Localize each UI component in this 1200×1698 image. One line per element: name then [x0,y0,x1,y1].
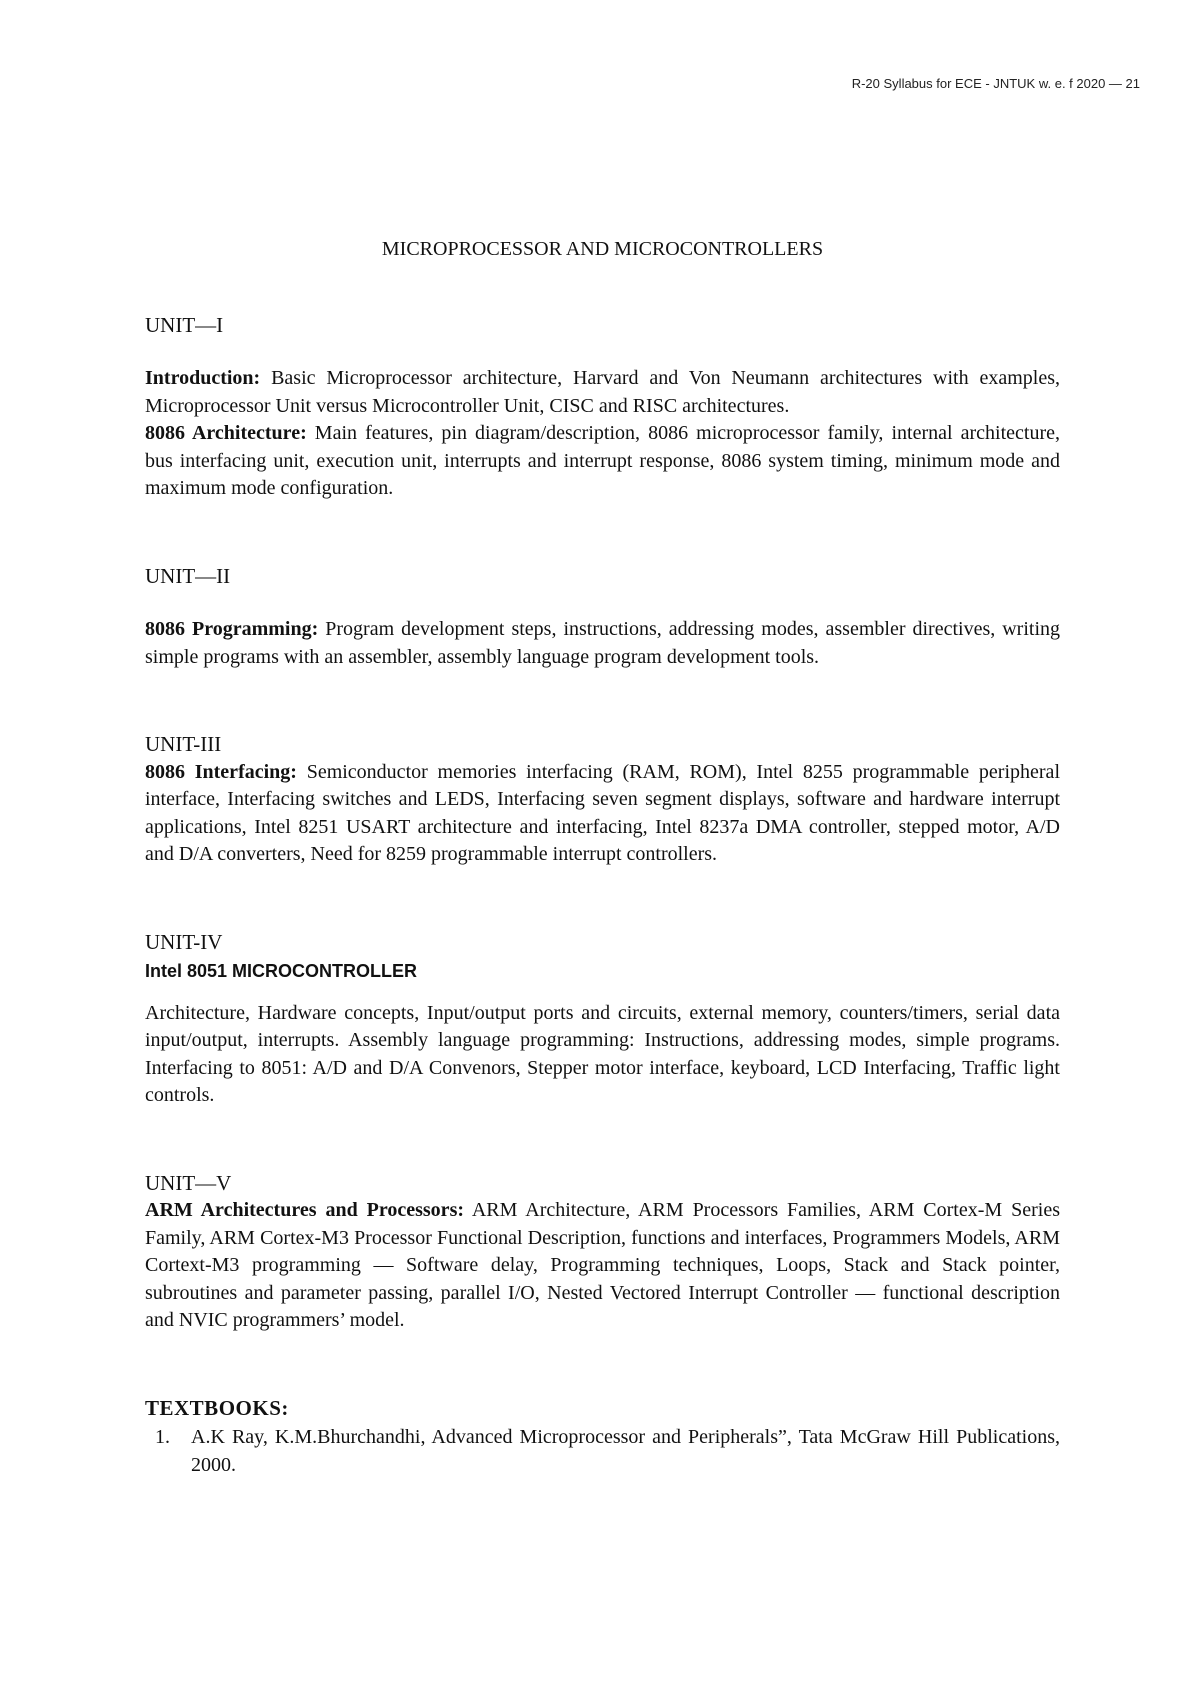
unit-heading: UNIT—V [145,1170,232,1195]
list-number: 1. [155,1426,170,1448]
unit-paragraph [145,1000,1060,1110]
unit-section [145,563,1060,672]
textbooks-heading: TEXTBOOKS: [145,1395,289,1420]
textbooks-list [145,1424,1060,1479]
syllabus-content [145,236,1060,1479]
unit-paragraph [145,420,1060,503]
topic-text: Architecture, Hardware concepts, Input/output ports and circuits, external memory, counters/timers, serial data input/output, interrupts. Assembly language programming: Instructions, addressing modes, simple programs. Interfacing to 8051: A/D and D/A Convenors, Stepper motor interface, keyboard, LCD Interfacing, Traffic light controls. [145,1001,1060,1106]
unit-section [145,312,1060,503]
list-item [145,1424,1060,1479]
unit-heading: UNIT-IV [145,929,223,954]
topic-text: Basic Microprocessor architecture, Harvard and Von Neumann architectures with examples, Microprocessor Unit versus Microcontroller Unit, CISC and RISC architectures. [145,367,1060,417]
topic-lead: ARM Architectures and Processors: [145,1199,465,1221]
textbook-citation: A.K Ray, K.M.Bhurchandhi, Advanced Microprocessor and Peripherals”, Tata McGraw Hill Publications, 2000. [191,1426,1060,1476]
unit-heading: UNIT—I [145,312,224,337]
topic-lead: 8086 Interfacing: [145,760,297,783]
unit-heading: UNIT—II [145,563,231,588]
topic-text: Program development steps, instructions, addressing modes, assembler directives, writing simple programs with an assembler, assembly language program development tools. [145,618,1061,668]
unit-section [145,1170,1060,1335]
running-header: R-20 Syllabus for ECE - JNTUK w. e. f 2020 — 21 [851,76,1140,91]
unit-section [145,731,1060,869]
textbooks-section [145,1395,1060,1480]
topic-lead: 8086 Programming: [145,618,319,640]
topic-text: Semiconductor memories interfacing (RAM, ROM), Intel 8255 programmable peripheral interface, Interfacing switches and LEDS, Interfacing seven segment displays, software and hardware interrupt applications, Intel 8251 USART architecture and interfacing, Intel 8237a DMA controller, stepped motor, A/D and D/A converters, Need for 8259 programmable interrupt controllers. [145,760,1060,865]
page-title: MICROPROCESSOR AND MICROCONTROLLERS [381,238,824,260]
unit-paragraph [145,759,1060,869]
unit-paragraph [145,616,1060,671]
topic-text: ARM Architecture, ARM Processors Families, ARM Cortex-M Series Family, ARM Cortex-M3 Processor Functional Description, functions and interfaces, Programmers Models, ARM Cortext-M3 programming — Software delay, Programming techniques, Loops, Stack and Stack pointer, subroutines and parameter passing, parallel I/O, Nested Vectored Interrupt Controller — functional description and NVIC programmers’ model. [145,1199,1060,1331]
topic-text: Main features, pin diagram/description, 8086 microprocessor family, internal architecture, bus interfacing unit, execution unit, interrupts and interrupt response, 8086 system timing, minimum mode and maximum mode configuration. [145,422,1060,499]
unit-section [145,929,1060,1110]
unit-subheading: Intel 8051 MICROCONTROLLER [145,961,418,981]
topic-lead: Introduction: [145,367,261,389]
unit-heading: UNIT-III [145,732,222,756]
topic-lead: 8086 Architecture: [145,422,307,444]
unit-paragraph [145,1197,1060,1335]
unit-paragraph [145,365,1060,420]
